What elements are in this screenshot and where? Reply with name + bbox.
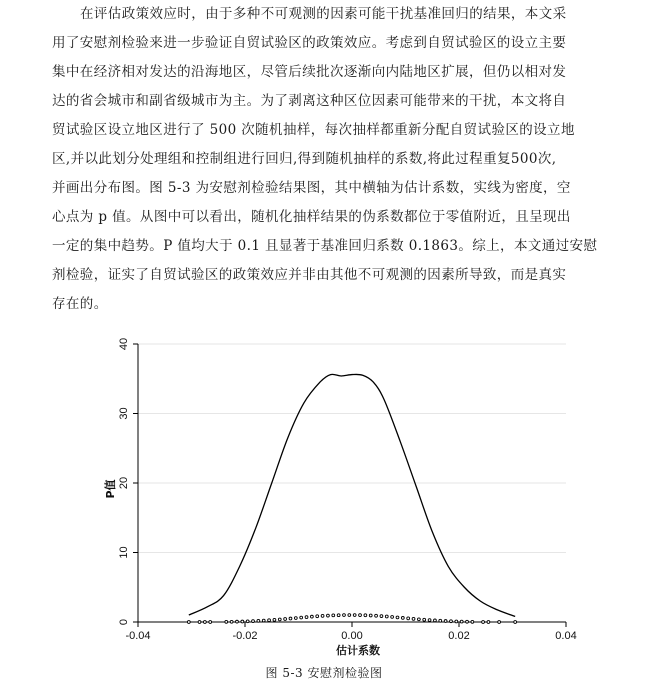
paragraph-line: 用了安慰剂检验来进一步验证自贸试验区的政策效应。考虑到自贸试验区的设立主要 [52, 35, 567, 51]
y-tick-label: 30 [118, 407, 130, 420]
p-value-point [466, 620, 469, 623]
y-tick-label: 40 [118, 337, 130, 351]
x-tick-label: -0.02 [232, 630, 258, 642]
p-value-point [236, 620, 239, 623]
p-value-point [209, 621, 212, 624]
p-value-point [300, 616, 303, 619]
placebo-test-chart [0, 330, 648, 657]
p-value-point [198, 621, 201, 624]
p-value-point [369, 614, 372, 617]
paragraph-line: 存在的。 [52, 296, 108, 312]
paragraph-line: 区,并以此划分处理组和控制组进行回归,得到随机抽样的系数,将此过程重复500次, [52, 151, 557, 167]
y-axis-ticks [118, 338, 138, 625]
p-value-point [471, 620, 474, 623]
p-value-point [514, 621, 517, 624]
p-value-point [268, 619, 271, 622]
p-value-point [487, 621, 490, 624]
p-value-point [273, 618, 276, 621]
p-value-point [278, 618, 281, 621]
p-value-point [316, 615, 319, 618]
p-value-point [455, 620, 458, 623]
paragraph-line: 并画出分布图。图 5-3 为安慰剂检验结果图，其中横轴为估计系数，实线为密度，空 [52, 180, 571, 196]
p-value-point [439, 619, 442, 622]
p-value-point [332, 614, 335, 617]
paragraph-line: 在评估政策效应时，由于多种不可观测的因素可能干扰基准回归的结果，本文采 [80, 6, 567, 22]
p-value-point [348, 614, 351, 617]
p-value-point [482, 621, 485, 624]
p-value-point [187, 621, 190, 624]
p-value-point [241, 620, 244, 623]
x-tick-label: 0.02 [448, 630, 470, 642]
paragraph-line: 贸试验区设立地区进行了 500 次随机抽样，每次抽样都重新分配自贸试验区的设立地 [52, 122, 575, 138]
y-tick-label: 0 [118, 618, 130, 626]
y-tick-label: 10 [118, 546, 130, 559]
x-axis-title: 估计系数 [336, 644, 380, 657]
p-value-point [417, 618, 420, 621]
p-value-point [225, 620, 228, 623]
p-value-point [401, 616, 404, 619]
p-value-point [423, 618, 426, 621]
p-value-point [327, 614, 330, 617]
p-value-point [310, 615, 313, 618]
paragraph-line: 集中在经济相对发达的沿海地区，尽管后续批次逐渐向内陆地区扩展，但仍以相对发 [52, 64, 567, 80]
p-value-point [380, 615, 383, 618]
y-tick-label: 20 [118, 476, 130, 490]
p-value-point [294, 617, 297, 620]
p-value-point [230, 620, 233, 623]
p-value-point [284, 618, 287, 621]
p-value-point [343, 614, 346, 617]
p-value-point [444, 620, 447, 623]
p-value-point [428, 619, 431, 622]
paragraph-line: 心点为 p 值。从图中可以看出，随机化抽样结果的伪系数都位于零值附近，且呈现出 [52, 209, 571, 225]
p-value-point [375, 614, 378, 617]
paragraph-line: 剂检验，证实了自贸试验区的政策效应并非由其他不可观测的因素所导致，而是真实 [52, 267, 567, 283]
p-value-point [246, 620, 249, 623]
body-paragraph [52, 0, 618, 319]
p-value-point [385, 615, 388, 618]
p-value-point [407, 617, 410, 620]
figure-caption: 图 5-3 安慰剂检验图 [265, 666, 383, 680]
paragraph-line: 一定的集中趋势。P 值均大于 0.1 且显著于基准回归系数 0.1863。综上，本文通过安慰 [52, 238, 598, 254]
x-tick-label: -0.04 [125, 630, 151, 642]
paragraph-line: 达的省会城市和副省级城市为主。为了剥离这种区位因素可能带来的干扰，本文将自 [52, 93, 567, 109]
p-value-point [257, 619, 260, 622]
p-value-point [364, 614, 367, 617]
p-value-point [203, 621, 206, 624]
x-axis-ticks [125, 622, 576, 642]
p-value-point [450, 620, 453, 623]
x-tick-label: 0.00 [341, 630, 363, 642]
p-value-point [498, 621, 501, 624]
p-value-point [262, 619, 265, 622]
y-axis-title: P值 [104, 479, 117, 499]
p-value-point [289, 617, 292, 620]
p-value-point [434, 619, 437, 622]
p-value-point [359, 614, 362, 617]
p-value-point [305, 616, 308, 619]
p-value-point [460, 620, 463, 623]
p-value-point [396, 616, 399, 619]
p-value-point [337, 614, 340, 617]
p-value-point [412, 617, 415, 620]
x-tick-label: 0.04 [555, 630, 577, 642]
p-value-point [353, 614, 356, 617]
p-value-point [321, 614, 324, 617]
p-value-point [252, 620, 255, 623]
p-value-point [391, 616, 394, 619]
